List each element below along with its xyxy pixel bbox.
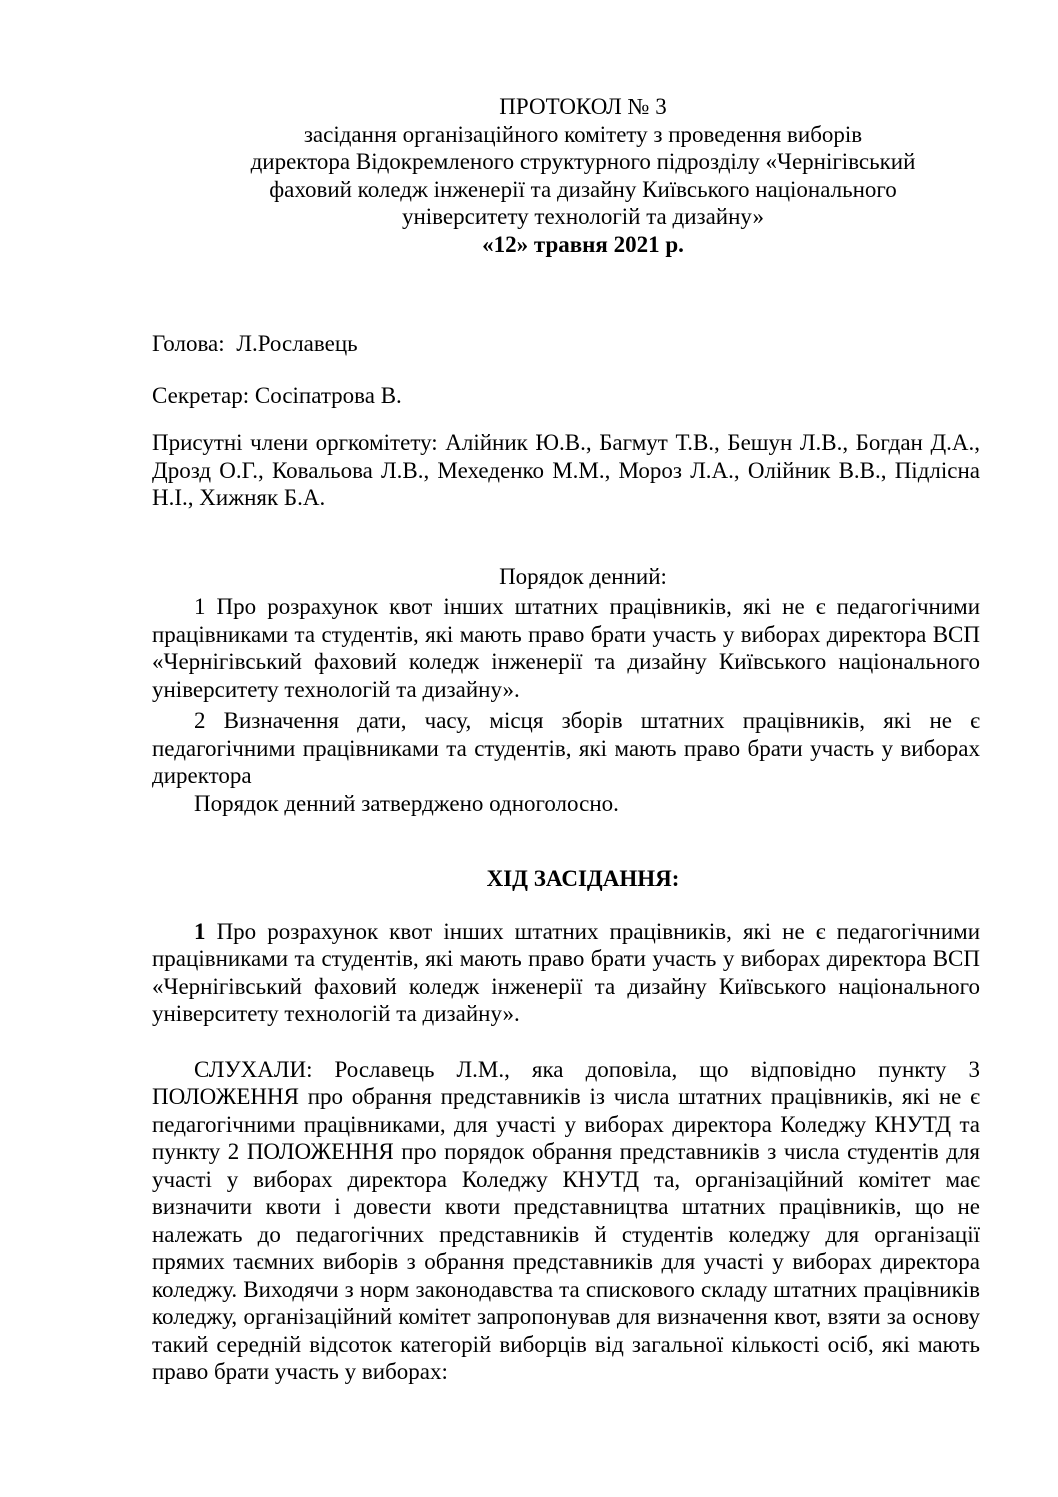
agenda-item-1: 1 Про розрахунок квот інших штатних працівників, які не є педагогічними працівниками та студентів, які мають право брати участь у виборах директора ВСП «Чернігівський фаховий коледж інженерії та дизайну Київського національного університету технологій та дизайну». <box>152 594 980 702</box>
proceedings-item-number: 1 <box>194 918 206 944</box>
protocol-date: «12» травня 2021 р. <box>482 231 684 257</box>
agenda-heading: Порядок денний: <box>499 563 667 589</box>
chair-line <box>152 330 980 358</box>
agenda-item-2: 2 Визначення дати, часу, місця зборів штатних працівників, які не є педагогічними працівниками та студентів, які мають право брати участь у виборах директора <box>152 708 980 788</box>
secretary-label: Секретар: <box>152 382 250 408</box>
proceedings-item-1 <box>152 918 980 1028</box>
heard-paragraph: СЛУХАЛИ: Рославець Л.М., яка доповіла, що відповідно пункту 3 ПОЛОЖЕННЯ про обрання представників із числа штатних працівників, які не є педагогічними працівниками, для участі у виборах директора Коледжу КНУТД та пункту 2 ПОЛОЖЕННЯ про порядок обрання представників з числа студентів для участі у виборах директора Коледжу КНУТД та, організаційний комітет має визначити квоти і довести квоти представництва штатних працівників, що не належать до педагогічних представників й студентів коледжу для організації прямих таємних виборів з обрання представників для участі у виборах директора коледжу. Виходячи з норм законодавства та спискового складу штатних працівників коледжу, організаційний комітет запропонував для визначення квот, взяти за основу такий середній відсоток категорій виборців від загальної кількості осіб, які мають право брати участь у виборах: <box>152 1056 980 1384</box>
proceedings-item-text: Про розрахунок квот інших штатних працівників, які не є педагогічними працівниками та студентів, які мають право брати участь у виборах директора ВСП «Чернігівський фаховий коледж інженерії та дизайну Київського національного університету технологій та дизайну». <box>152 918 981 1026</box>
header-subtitle-line-1: засідання організаційного комітету з проведення виборів <box>303 121 863 147</box>
document-header <box>152 93 980 258</box>
agenda-approval-line: Порядок денний затверджено одноголосно. <box>194 790 619 816</box>
chair-label: Голова: <box>152 331 225 356</box>
header-subtitle-line-4: університету технологій та дизайну» <box>401 204 764 229</box>
agenda-section <box>152 563 980 818</box>
header-subtitle-line-2: директора Відокремленого структурного підрозділу «Чернігівський <box>250 149 916 174</box>
chair-name: Л.Рославець <box>236 331 358 356</box>
proceedings-heading: ХІД ЗАСІДАННЯ: <box>486 866 680 891</box>
protocol-title: ПРОТОКОЛ № 3 <box>499 94 667 119</box>
secretary-name: Сосіпатрова В. <box>254 382 402 408</box>
proceedings-section <box>152 865 980 1386</box>
members-paragraph: Присутні члени оргкомітету: Алійник Ю.В., Багмут Т.В., Бешун Л.В., Богдан Д.А., Дрозд О.Г., Ковальова Л.В., Мехеденко М.М., Мороз Л.А., Олійник В.В., Підлісна Н.І., Хижняк Б.А. <box>152 430 980 510</box>
secretary-line <box>152 382 980 410</box>
header-subtitle-line-3: фаховий коледж інженерії та дизайну Київського національного <box>269 176 897 202</box>
